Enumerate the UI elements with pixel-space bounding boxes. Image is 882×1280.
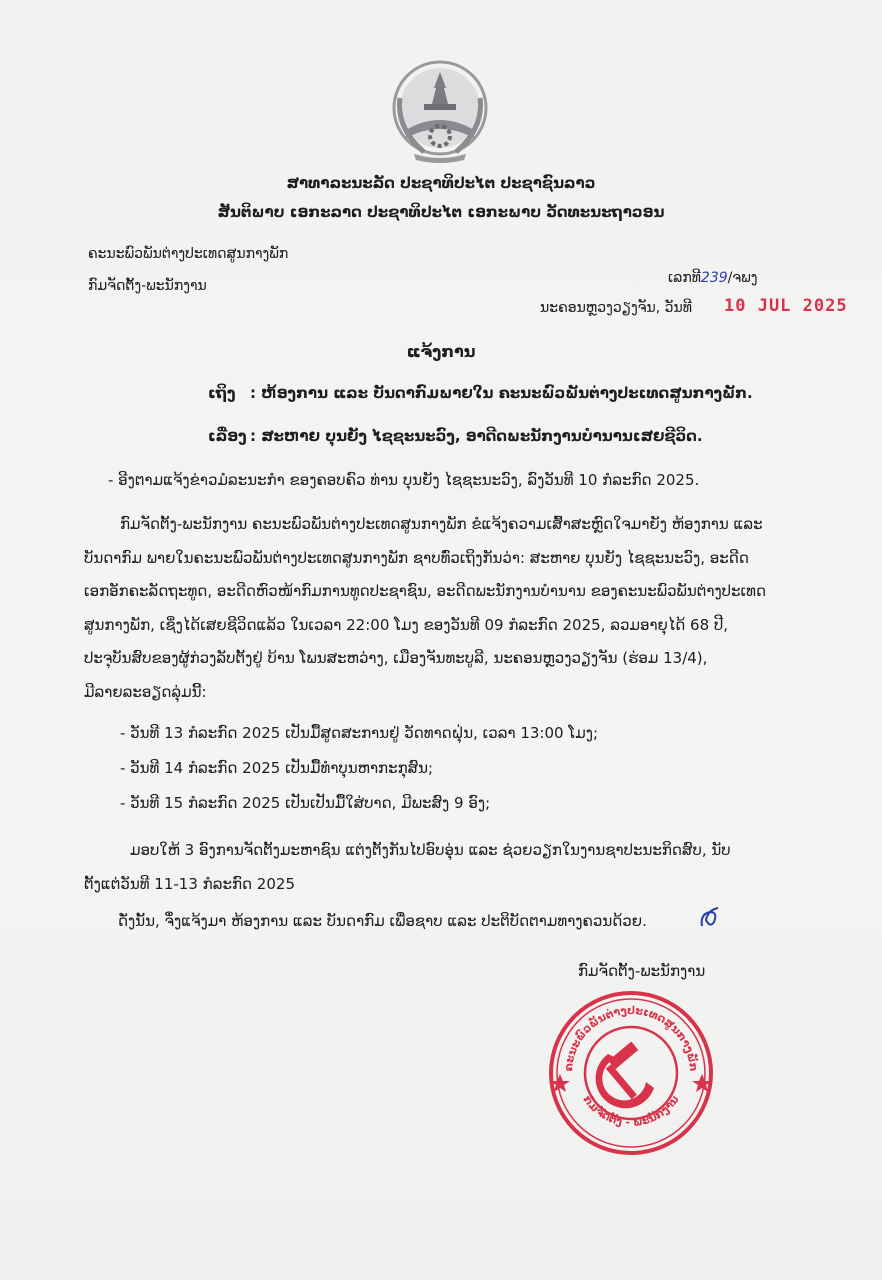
initial-signature-icon bbox=[698, 906, 722, 932]
closing-sentence: ດັ່ງນັ້ນ, ຈຶ່ງແຈ້ງມາ ຫ້ອງການ ແລະ ບັນດາກົມ ເພື່ອຊາບ ແລະ ປະຕິບັດຕາມທາງຄວນດ້ວຍ. bbox=[118, 912, 647, 930]
reference-number bbox=[668, 270, 758, 286]
assignment-paragraph bbox=[84, 834, 844, 901]
schedule-item: - ວັນທີ 14 ກໍລະກົດ 2025 ເປັນມື້ທໍາບຸນຫາກະກຸສົນ; bbox=[120, 759, 434, 777]
basis-reference: - ອີງຕາມແຈ້ງຂ່າວມໍລະນະກໍາ ຂອງຄອບຄົວ ທ່ານ ບຸນຍັງ ໄຊຊະນະວົງ, ລົງວັນທີ 10 ກໍລະກົດ 2025. bbox=[108, 471, 700, 489]
reference-number-suffix: /ຈພງ bbox=[727, 270, 758, 286]
body-line: ສູນກາງພັກ, ເຊິ່ງໄດ້ເສຍຊີວິດແລ້ວ ໃນເວລາ 22:00 ໂມງ ຂອງວັນທີ 09 ກໍລະກົດ 2025, ລວມອາຍຸໄດ້ 68 ປີ, bbox=[84, 615, 729, 634]
seal-bottom-text: ກົມຈັດຕັ້ງ - ພະນັກງານ bbox=[580, 1093, 682, 1130]
body-line: ເອກອັກຄະລັດຖະທູດ, ອະດີດຫົວໜ້າກົມການທູດປະຊາຊົນ, ອະດີດພະນັກງານບໍານານ ຂອງຄະນະພົວພັນຕ່າງປະເທດ bbox=[84, 582, 767, 600]
assignment-line: ຕັ້ງແຕ່ວັນທີ 11-13 ກໍລະກົດ 2025 bbox=[84, 874, 295, 893]
schedule-item: - ວັນທີ 15 ກໍລະກົດ 2025 ເປັນເປັນມື້ໃສ່ບາດ, ມີພະສົງ 9 ອົງ; bbox=[120, 794, 491, 812]
addressee-label: ເຖິງ bbox=[208, 384, 236, 402]
seal-top-text: ຄະນະພົວພັນຕ່າງປະເທດສູນກາງພັກ bbox=[561, 1004, 701, 1072]
body-line: ປະຈຸບັນສົບຂອງຜູ້ກ່ວງລັບຕັ້ງຢູ່ ບ້ານ ໂພນສະຫວ່າງ, ເມືອງຈັນທະບູລີ, ນະຄອນຫຼວງວຽງຈັນ (ຮ່ອມ 13/4), bbox=[84, 649, 708, 667]
assignment-line: ມອບໃຫ້ 3 ອົງການຈັດຕັ້ງມະຫາຊົນ ແຕ່ງຕັ້ງກັນໄປອົບອຸ່ນ ແລະ ຊ່ວຍວຽກໃນງານຊາປະນະກິດສົບ, ນັບ bbox=[130, 841, 731, 859]
body-line: ກົມຈັດຕັ້ງ-ພະນັກງານ ຄະນະພົວພັນຕ່າງປະເທດສູນກາງພັກ ຂໍແຈ້ງຄວາມເສົ້າສະຫຼົດໃຈມາຍັງ ຫ້ອງການ ແລະ bbox=[120, 515, 763, 533]
schedule-item: - ວັນທີ 13 ກໍລະກົດ 2025 ເປັນມື້ສູດສະການຢູ່ ວັດທາດຝຸ່ນ, ເວລາ 13:00 ໂມງ; bbox=[120, 724, 599, 742]
national-emblem-icon bbox=[384, 58, 496, 166]
addressee-text: : ຫ້ອງການ ແລະ ບັນດາກົມພາຍໃນ ຄະນະພົວພັນຕ່າງປະເທດສູນກາງພັກ. bbox=[250, 384, 753, 402]
subject-text: : ສະຫາຍ ບຸນຍັງ ໄຊຊະນະວົງ, ອາດີດພະນັກງານບໍານານເສຍຊີວິດ. bbox=[250, 427, 703, 445]
place-date-label: ນະຄອນຫຼວງວຽງຈັນ, ວັນທີ bbox=[540, 300, 692, 316]
official-seal-icon bbox=[546, 988, 716, 1158]
date-stamp: 10 JUL 2025 bbox=[724, 296, 848, 316]
body-paragraph bbox=[84, 508, 844, 709]
country-name: ສາທາລະນະລັດ ປະຊາທິປະໄຕ ປະຊາຊົນລາວ bbox=[286, 174, 596, 192]
svg-text:ຄະນະພົວພັນຕ່າງປະເທດສູນກາງພັກ bbox=[562, 1004, 700, 1072]
reference-number-label: ເລກທີ bbox=[668, 270, 701, 286]
schedule-list bbox=[120, 716, 598, 821]
signatory-title: ກົມຈັດຕັ້ງ-ພະນັກງານ bbox=[578, 962, 706, 980]
sender-organization: ຄະນະພົວພັນຕ່າງປະເທດສູນກາງພັກ bbox=[88, 246, 289, 262]
body-line: ບັນດາກົມ ພາຍໃນຄະນະພົວພັນຕ່າງປະເທດສູນກາງພັກ ຊາບທົ່ວເຖິງກັນວ່າ: ສະຫາຍ ບຸນຍັງ ໄຊຊະນະວົງ, ອະດີດ bbox=[84, 548, 749, 567]
reference-number-value: 239 bbox=[700, 270, 728, 286]
document-title: ແຈ້ງການ bbox=[406, 342, 476, 361]
body-line: ມີລາຍລະອຽດລຸ່ມນີ້: bbox=[84, 682, 207, 701]
sender-department: ກົມຈັດຕັ້ງ-ພະນັກງານ bbox=[88, 278, 207, 294]
national-motto: ສັນຕິພາບ ເອກະລາດ ປະຊາທິປະໄຕ ເອກະພາບ ວັດທະນະຖາວອນ bbox=[217, 203, 665, 221]
subject-label: ເລື່ອງ bbox=[208, 427, 247, 445]
